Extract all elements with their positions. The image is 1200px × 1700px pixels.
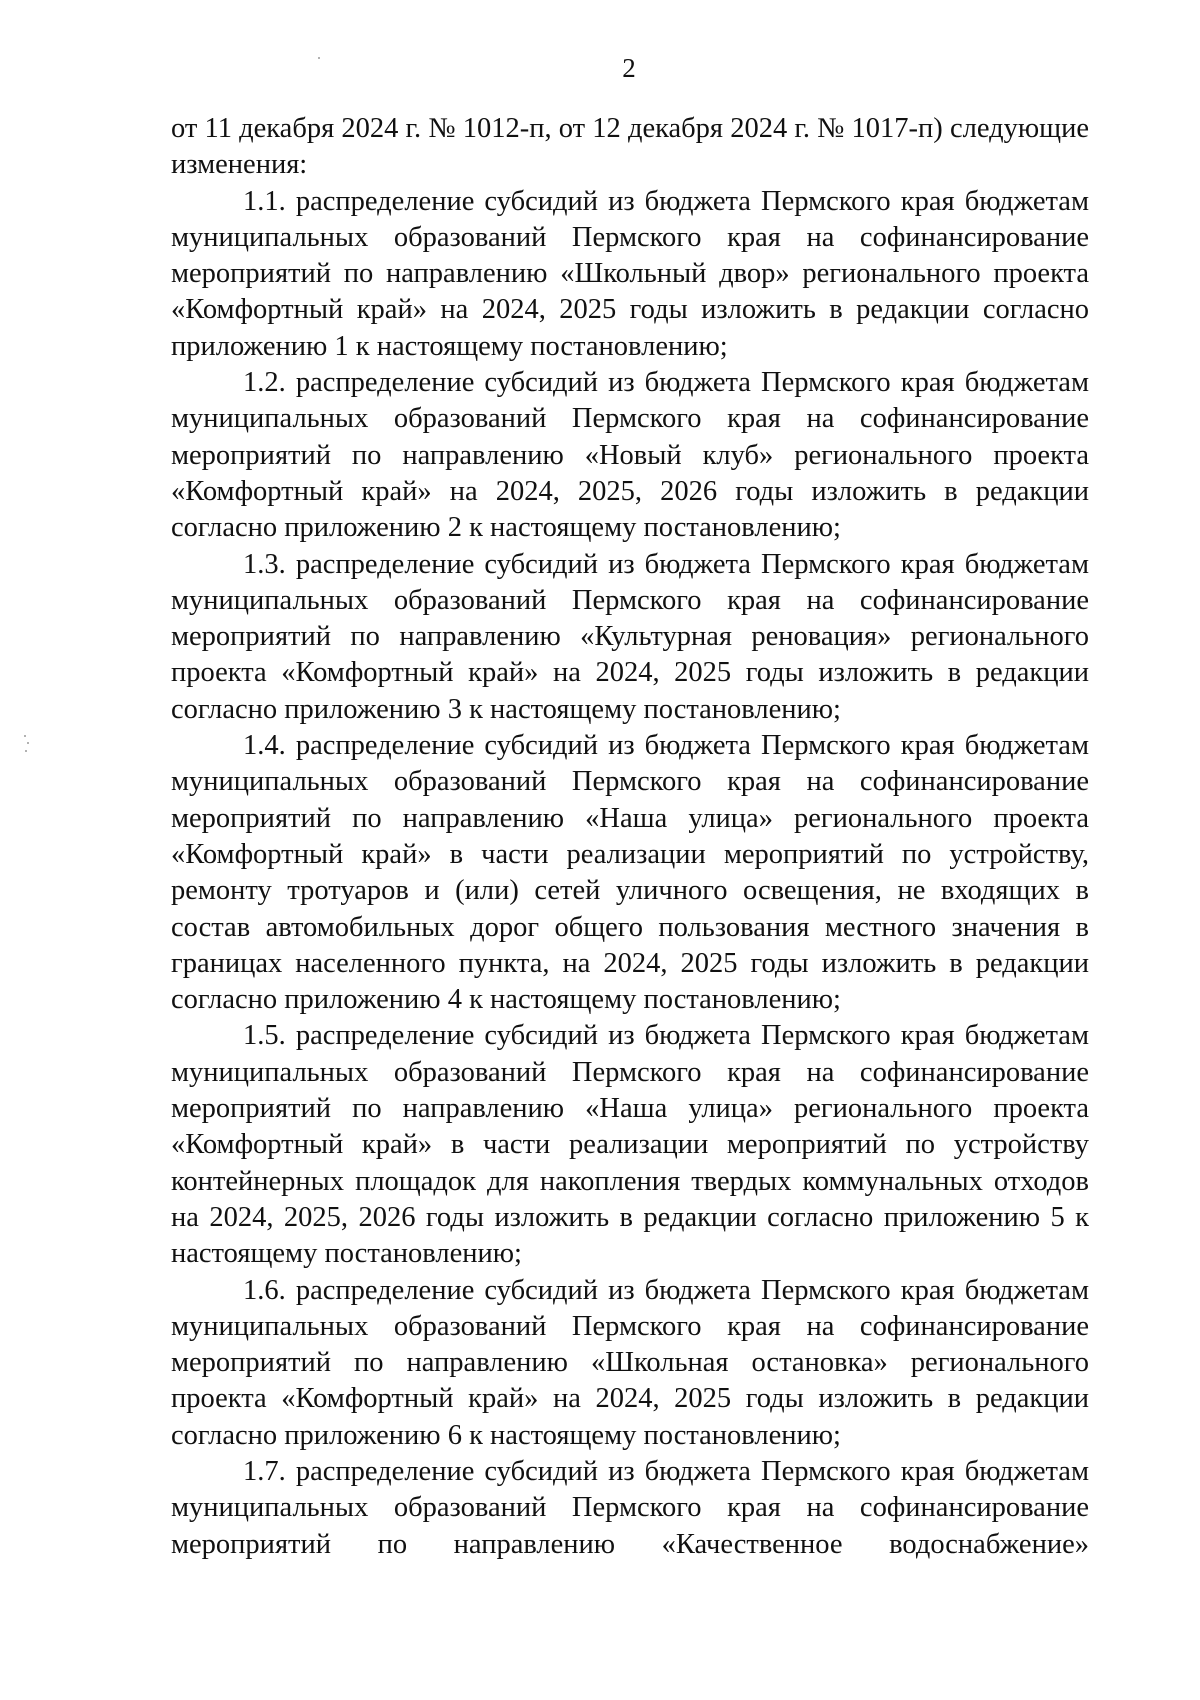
page-number: 2 — [622, 53, 636, 83]
scan-speck — [27, 742, 29, 744]
paragraph-item-1-7: 1.7. распределение субсидий из бюджета Пермского края бюджетам муниципальных образований Пермского края на софинансирование мероприятий по направлению «Качественное водоснабжение» — [171, 1455, 1089, 1560]
scan-speck — [318, 57, 320, 59]
paragraph-item-1-6: 1.6. распределение субсидий из бюджета Пермского края бюджетам муниципальных образований Пермского края на софинансирование мероприятий по направлению «Школьная остановка» регионального проекта «Комфортный край» на 2024, 2025 годы изложить в редакции согласно приложению 6 к настоящему постановлению; — [171, 1274, 1089, 1451]
paragraph-item-1-5: 1.5. распределение субсидий из бюджета Пермского края бюджетам муниципальных образований Пермского края на софинансирование мероприятий по направлению «Наша улица» регионального проекта «Комфортный край» в части реализации мероприятий по устройству контейнерных площадок для накопления твердых коммунальных отходов на 2024, 2025, 2026 годы изложить в редакции согласно приложению 5 к настоящему постановлению; — [171, 1020, 1089, 1270]
paragraph-item-1-1: 1.1. распределение субсидий из бюджета Пермского края бюджетам муниципальных образований Пермского края на софинансирование мероприятий по направлению «Школьный двор» регионального проекта «Комфортный край» на 2024, 2025 годы изложить в редакции согласно приложению 1 к настоящему постановлению; — [171, 185, 1089, 362]
paragraph-item-1-2: 1.2. распределение субсидий из бюджета Пермского края бюджетам муниципальных образований Пермского края на софинансирование мероприятий по направлению «Новый клуб» регионального проекта «Комфортный край» на 2024, 2025, 2026 годы изложить в редакции согласно приложению 2 к настоящему постановлению; — [171, 367, 1089, 544]
paragraph-item-1-4: 1.4. распределение субсидий из бюджета Пермского края бюджетам муниципальных образований Пермского края на софинансирование мероприятий по направлению «Наша улица» регионального проекта «Комфортный край» в части реализации мероприятий по устройству, ремонту тротуаров и (или) сетей уличного освещения, не входящих в состав автомобильных дорог общего пользования местного значения в границах населенного пункта, на 2024, 2025 годы изложить в редакции согласно приложению 4 к настоящему постановлению; — [171, 730, 1089, 1016]
scan-speck — [24, 735, 26, 737]
scan-speck — [25, 750, 27, 752]
document-body — [171, 111, 1089, 1563]
paragraph-continuation: от 11 декабря 2024 г. № 1012-п, от 12 декабря 2024 г. № 1017-п) следующие изменения: — [171, 113, 1089, 181]
paragraph-item-1-3: 1.3. распределение субсидий из бюджета Пермского края бюджетам муниципальных образований Пермского края на софинансирование мероприятий по направлению «Культурная реновация» регионального проекта «Комфортный край» на 2024, 2025 годы изложить в редакции согласно приложению 3 к настоящему постановлению; — [171, 548, 1089, 725]
